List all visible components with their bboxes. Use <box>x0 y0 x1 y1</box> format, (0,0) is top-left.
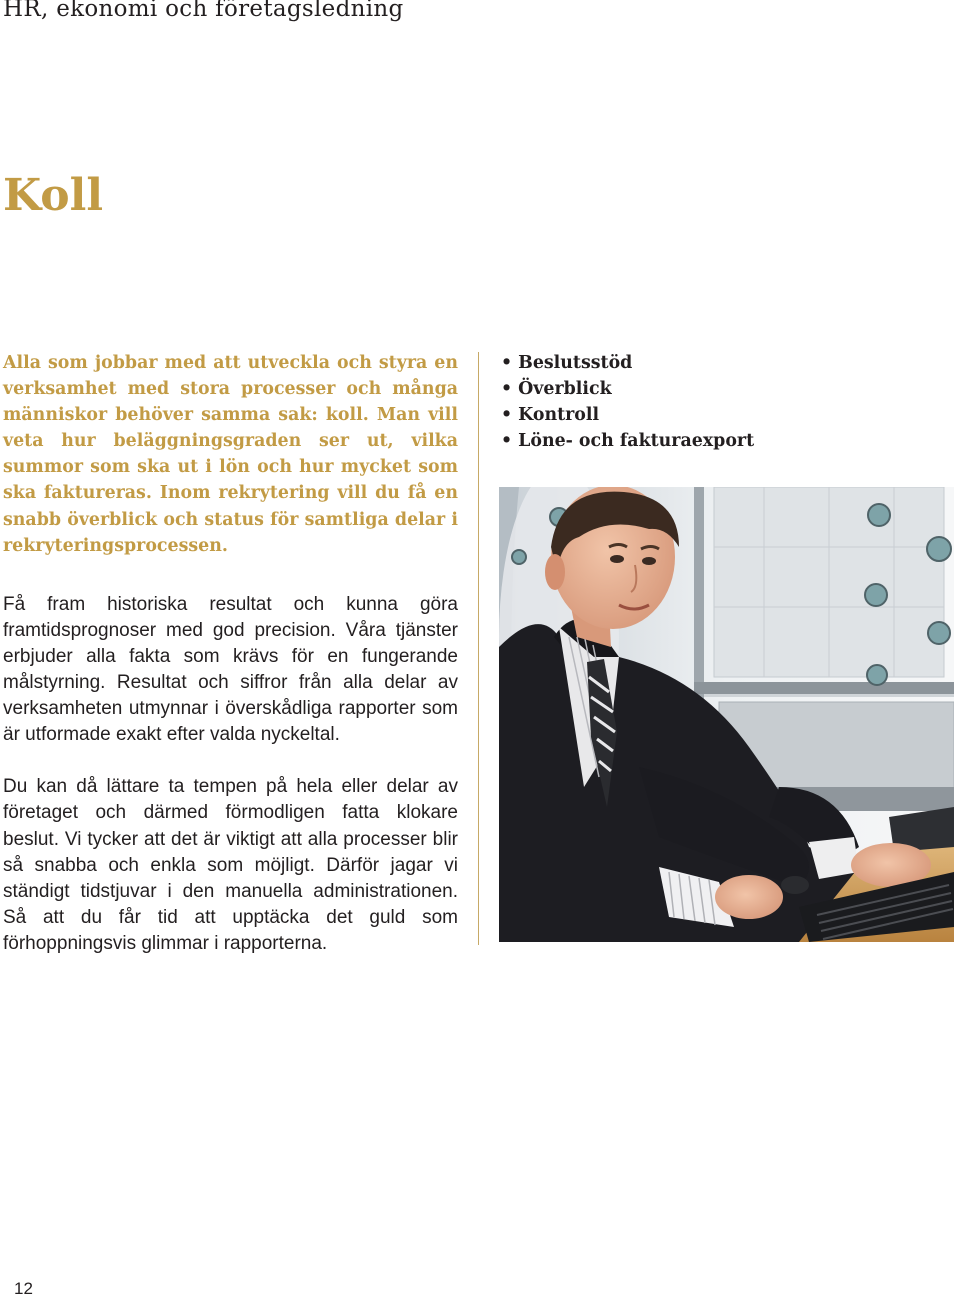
column-divider <box>478 352 479 945</box>
office-worker-photo <box>499 487 954 942</box>
highlight-item <box>501 428 754 454</box>
intro-paragraph: Alla som jobbar med att utveckla och styra en verksamhet med stora processer och många människor behöver samma sak: koll. Man vill veta hur beläggningsgraden ser ut, vilka summor som ska ut i lön och hur mycket som ska faktureras. Inom rekrytering vill du få en snabb överblick och status för samtliga delar i rekryteringsprocessen. <box>3 353 458 556</box>
highlights-list <box>501 350 754 454</box>
body-paragraph-2: Du kan då lättare ta tempen på hela eller delar av företaget och därmed förmodligen fatta klokare beslut. Vi tycker att det är viktigt att alla processer blir så snabba och enkla som möjligt. Därför jagar vi ständigt tidstjuvar i den manuella administrationen. Så att du får tid att upptäcka det guld som förhoppningsvis glimmar i rapporterna. <box>3 776 458 954</box>
highlight-item <box>501 376 754 402</box>
body-paragraph-1: Få fram historiska resultat och kunna göra framtidsprognoser med god precision. Våra tjänster erbjuder alla fakta som krävs för en fungerande målstyrning. Resultat och siffror från alla delar av verksamheten utmynnar i överskådliga rapporter som är utformade exakt efter valda nyckeltal. <box>3 593 458 746</box>
highlight-label: Löne- och fakturaexport <box>518 431 755 452</box>
article-title: Koll <box>3 170 104 221</box>
highlight-label: Beslutsstöd <box>518 353 633 373</box>
article-body <box>3 350 458 957</box>
bullet-icon: • <box>501 379 513 400</box>
page-number: 12 <box>14 1279 33 1298</box>
bullet-icon: • <box>501 405 513 426</box>
highlight-item <box>501 350 754 376</box>
section-header: HR, ekonomi och företagsledning <box>3 0 404 22</box>
bullet-icon: • <box>501 431 513 452</box>
bullet-icon: • <box>501 353 513 373</box>
highlight-label: Kontroll <box>518 405 600 426</box>
highlight-label: Överblick <box>518 379 612 400</box>
highlight-item <box>501 402 754 428</box>
